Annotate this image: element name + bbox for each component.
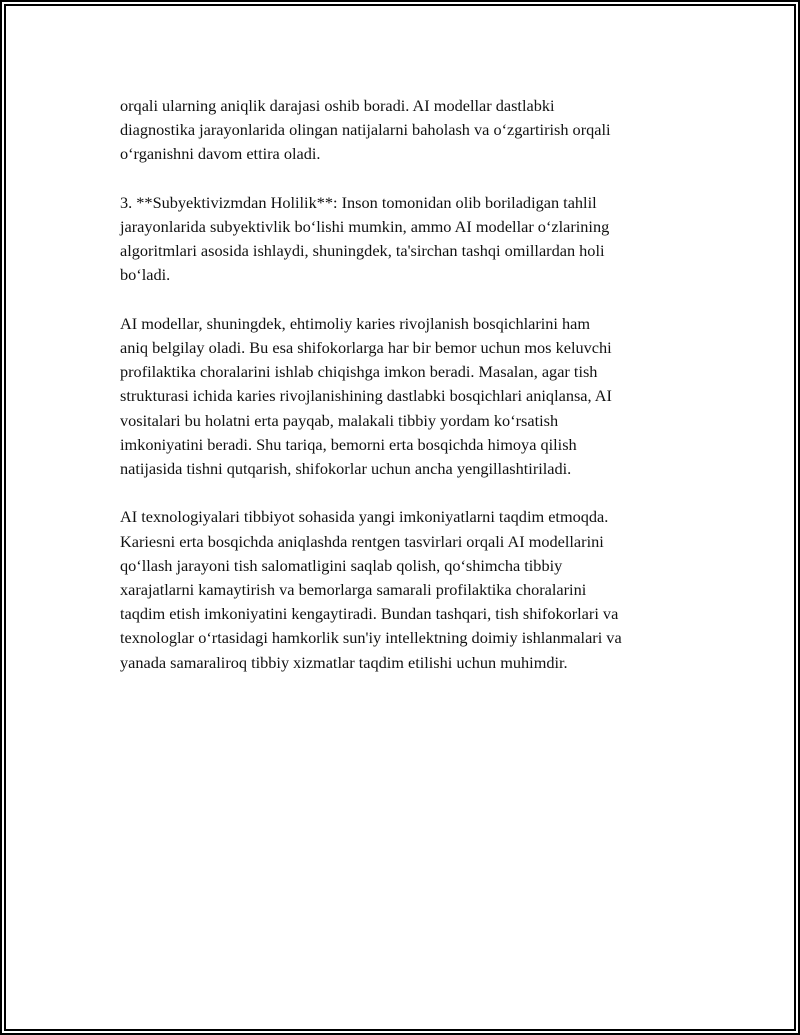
text-line: vositalari bu holatni erta payqab, malakali tibbiy yordam ko‘rsatish	[120, 410, 559, 430]
text-line: Kariesni erta bosqichda aniqlashda rentgen tasvirlari orqali AI modellarini	[120, 531, 604, 551]
text-line: imkoniyatini beradi. Shu tariqa, bemorni erta bosqichda himoya qilish	[120, 434, 577, 454]
paragraph-3	[120, 312, 700, 481]
text-line: qo‘llash jarayoni tish salomatligini saqlab qolish, qo‘shimcha tibbiy	[120, 555, 563, 575]
paragraph-2	[120, 191, 700, 288]
text-line: texnologlar o‘rtasidagi hamkorlik sun'iy intellektning doimiy ishlanmalari va	[120, 628, 622, 648]
text-line: yanada samaraliroq tibbiy xizmatlar taqdim etilishi uchun muhimdir.	[120, 652, 568, 672]
text-line: AI modellar, shuningdek, ehtimoliy karies rivojlanish bosqichlarini ham	[120, 313, 591, 333]
text-line: taqdim etish imkoniyatini kengaytiradi. Bundan tashqari, tish shifokorlari va	[120, 604, 619, 624]
text-line: xarajatlarni kamaytirish va bemorlarga samarali profilaktika choralarini	[120, 580, 587, 600]
text-line: algoritmlari asosida ishlaydi, shuningdek, ta'sirchan tashqi omillardan holi	[120, 241, 605, 261]
text-line: diagnostika jarayonlarida olingan natijalarni baholash va o‘zgartirish orqali	[120, 120, 611, 140]
text-line: bo‘ladi.	[120, 265, 171, 285]
text-line: jarayonlarida subyektivlik bo‘lishi mumkin, ammo AI modellar o‘zlarining	[120, 217, 610, 236]
text-line: AI texnologiyalari tibbiyot sohasida yangi imkoniyatlarni taqdim etmoqda.	[120, 507, 609, 527]
paragraph-1	[120, 94, 700, 167]
text-line: profilaktika choralarini ishlab chiqishga imkon beradi. Masalan, agar tish	[120, 362, 598, 382]
text-line: 3. **Subyektivizmdan Holilik**: Inson tomonidan olib boriladigan tahlil	[120, 192, 597, 212]
paragraph-4	[120, 505, 700, 674]
text-line: strukturasi ichida karies rivojlanishining dastlabki bosqichlari aniqlansa, AI	[120, 386, 612, 406]
text-line: o‘rganishni davom ettira oladi.	[120, 144, 321, 164]
document-body	[120, 94, 700, 699]
text-line: natijasida tishni qutqarish, shifokorlar uchun ancha yengillashtiriladi.	[120, 459, 572, 479]
text-line: aniq belgilay oladi. Bu esa shifokorlarga har bir bemor uchun mos keluvchi	[120, 338, 612, 357]
text-line: orqali ularning aniqlik darajasi oshib boradi. AI modellar dastlabki	[120, 96, 555, 115]
